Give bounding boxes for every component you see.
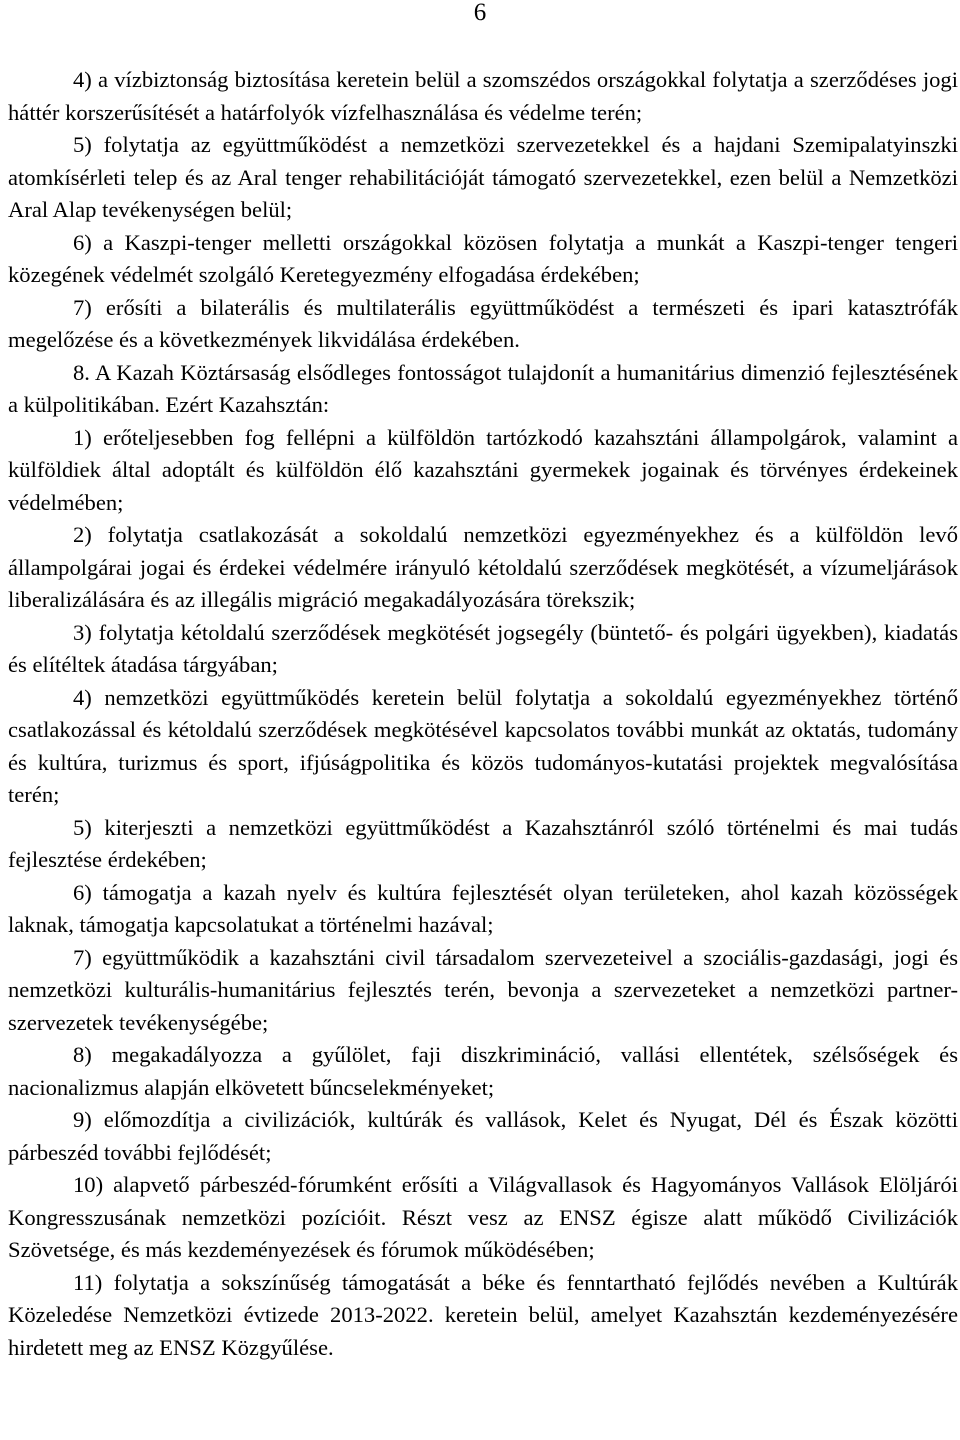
document-body <box>8 64 958 1364</box>
paragraph-citizens-rights: 1) erőteljesebben fog fellépni a külföldön tartózkodó kazahsztáni állampolgárok, valamint a külföldiek által adoptált és külföldön élő kazahsztáni gyermekek jogainak és törvényes érdekeinek védelmében; <box>8 424 958 515</box>
paragraph-humanitarian-dimension: 8. A Kazah Köztársaság elsődleges fontosságot tulajdonít a humanitárius dimenzió fejlesztésének a külpolitikában. Ezért Kazahsztán: <box>8 359 958 417</box>
paragraph-multilateral-conventions: 2) folytatja csatlakozását a sokoldalú nemzetközi egyezményekhez és a külföldön levő állampolgárai jogai és érdekei védelmére irányuló kétoldalú szerződések megkötését, a vízumeljárások liberalizálására és az illegális migráció megakadályozására törekszik; <box>8 522 958 612</box>
paragraph-caspian-sea: 6) a Kaszpi-tenger melletti országokkal közösen folytatja a munkát a Kaszpi-tenger tengeri közegének védelmét szolgáló Keretegyezmény elfogadása érdekében; <box>8 229 958 287</box>
paragraph-legal-assistance: 3) folytatja kétoldalú szerződések megkötését jogsegély (büntető- és polgári ügyekben), kiadatás és elítéltek átadása tárgyában; <box>8 619 958 677</box>
paragraph-hate-prevention: 8) megakadályozza a gyűlölet, faji diszkrimináció, vallási ellentétek, szélsőségek és nacionalizmus alapján elkövetett bűncselekményeket; <box>8 1042 958 1100</box>
paragraph-water-security: 4) a vízbiztonság biztosítása keretein belül a szomszédos országokkal folytatja a szerződéses jogi háttér korszerűsítését a határfolyók vízfelhasználása és védelme terén; <box>8 67 958 125</box>
paragraph-kazakh-language: 6) támogatja a kazah nyelv és kultúra fejlesztését olyan területeken, ahol kazah közösségek laknak, támogatja kapcsolatukat a történelmi hazával; <box>8 879 958 937</box>
paragraph-cultural-diversity: 11) folytatja a sokszínűség támogatását a béke és fenntartható fejlődés nevében a Kultúrák Közeledése Nemzetközi évtizede 2013-2022. keretein belül, amelyet Kazahsztán kezdeményezésére hirdetett meg az ENSZ Közgyűlése. <box>8 1269 958 1360</box>
paragraph-civilizations-dialogue: 9) előmozdítja a civilizációk, kultúrák és vallások, Kelet és Nyugat, Dél és Észak közötti párbeszéd további fejlődését; <box>8 1107 958 1165</box>
paragraph-education-culture: 4) nemzetközi együttműködés keretein belül folytatja a sokoldalú egyezményekhez történő csatlakozással és kétoldalú szerződések megkötésével kapcsolatos további munkát az oktatás, tudomány és kultúra, turizmus és sport, ifjúságpolitika és közös tudományos-kutatási projektek megvalósítása terén; <box>8 684 958 807</box>
paragraph-religious-congress: 10) alapvető párbeszéd-fórumként erősíti a Világvallasok és Hagyományos Vallások Elöljárói Kongresszusának nemzetközi pozícióit. Részt vesz az ENSZ égisze alatt működő Civilizációk Szövetsége, és más kezdeményezések és fórumok működésében; <box>8 1172 958 1262</box>
page-number: 6 <box>473 0 487 26</box>
paragraph-aral-cooperation: 5) folytatja az együttműködést a nemzetközi szervezetekkel és a hajdani Szemipalatyinszki atomkísérleti telep és az Aral tenger rehabilitációját támogató szervezetekkel, ezen belül a Nemzetközi Aral Alap tevékenységen belül; <box>8 132 958 222</box>
paragraph-knowledge-development: 5) kiterjeszti a nemzetközi együttműködést a Kazahsztánról szóló történelmi és mai tudás fejlesztése érdekében; <box>8 814 958 872</box>
paragraph-disaster-prevention: 7) erősíti a bilaterális és multilaterális együttműködést a természeti és ipari katasztrófák megelőzése és a következmények likvidálása érdekében. <box>8 294 958 352</box>
paragraph-civil-society: 7) együttműködik a kazahsztáni civil társadalom szervezeteivel a szociális-gazdasági, jogi és nemzetközi kulturális-humanitárius fejlesztés terén, bevonja a szervezeteket a nemzetközi partner-szervezetek tevékenységébe; <box>8 944 958 1035</box>
